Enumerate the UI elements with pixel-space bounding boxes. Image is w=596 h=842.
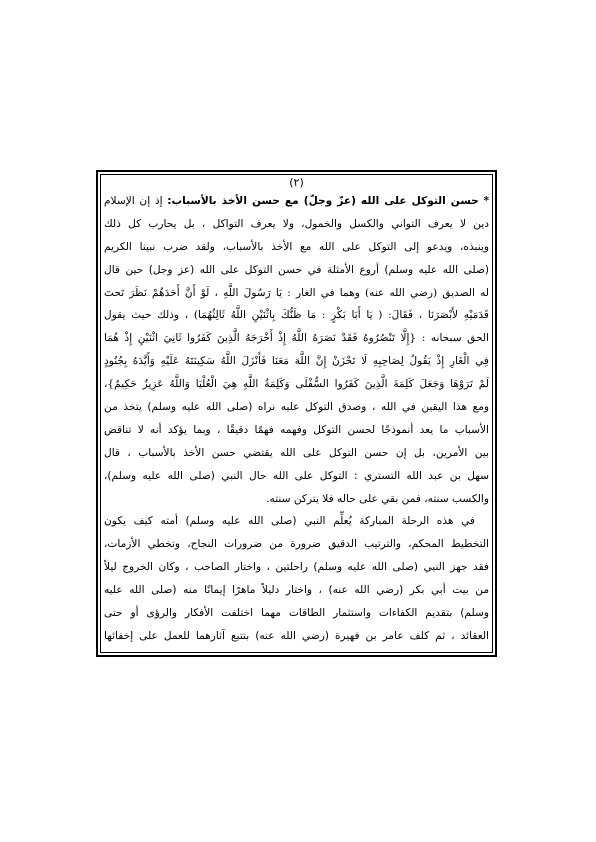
paragraph1-line: الأسباب ما يعد أنموذجًا لحسن التوكل وفهمه فهمًا دقيقًا ، وبما يؤكد أنه لا تناقض	[104, 423, 489, 436]
quran-verse-line: لَمْ تَرَوْهَا وَجَعَلَ كَلِمَةَ الَّذِينَ كَفَرُوا السُّفْلَى وَكَلِمَةُ اللَّهِ هِيَ الْعُلْيَا وَاللَّهُ عَزِيزٌ حَكِيمٌ}،	[104, 378, 489, 391]
page-number: (٢)	[289, 176, 304, 189]
paragraph2-line: العقائد ، ثم كلف عامر بن فهيرة (رضي الله عنه) بتتبع آثارهما للعمل على إخفائها	[104, 629, 489, 642]
heading-continuation: إذ إن الإسلام	[104, 195, 163, 207]
paragraph1-line: دين لا يعرف التواني والكسل والخمول، ولا يعرف التواكل ، بل يحارب كل ذلك	[104, 217, 489, 230]
paragraph2-line: فقد جهز النبي (صلى الله عليه وسلم) راحلتين ، واختار الصاحب ، وكان الخروج ليلاً	[104, 561, 489, 574]
paragraph1-line: سهل بن عبد الله التستري : التوكل على الله حال النبي (صلى الله عليه وسلم)،	[104, 469, 489, 482]
paragraph2-line: التخطيط المحكم، والترتيب الدقيق ضرورة من ضرورات النجاح، وتخطي الأزمات،	[104, 538, 489, 551]
paragraph2-line: من بيت أبي بكر (رضي الله عنه) ، واختار دليلاً ماهرًا إيمانًا منه (صلى الله عليه	[104, 584, 489, 597]
quran-verse-line: الحق سبحانه : {إِلَّا تَنْصُرُوهُ فَقَدْ نَصَرَهُ اللَّهُ إِذْ أَخْرَجَهُ الَّذِينَ كَفَرُوا ثَانِيَ اثْنَيْنِ إِذْ هُمَا	[104, 332, 489, 345]
paragraph1-line: والكسب سنته، فمن بقي على حاله فلا يتركن سنته.	[266, 492, 489, 505]
paragraph1-line: له الصديق (رضي الله عنه) وهما في الغار : يَا رَسُولَ اللَّهِ ، لَوْ أَنَّ أَحَدَهُمْ نَظَرَ تَحتَ	[104, 286, 489, 299]
paragraph1-line: ومع هذا اليقين في الله ، وصدق التوكل عليه نراه (صلى الله عليه وسلم) يتخذ من	[104, 401, 489, 414]
paragraph1-line: (صلى الله عليه وسلم) أروع الأمثلة في حسن التوكل على الله (عز وجل) حين قال	[104, 263, 489, 276]
paragraph2-line: وسلم) بتقديم الكفاءات واستثمار الطاقات مهما اختلفت الأفكار والرؤى أو حتى	[104, 607, 489, 620]
document-body	[104, 176, 489, 648]
quran-verse-line: فِي الْغَارِ إِذْ يَقُولُ لِصَاحِبِهِ لَا تَحْزَنْ إِنَّ اللَّهَ مَعَنَا فَأَنْزَلَ اللَّهُ سَكِينَتَهُ عَلَيْهِ وَأَيَّدَهُ بِجُنُودٍ	[104, 355, 489, 368]
heading-title: حسن التوكل على الله (عزّ وجلّ) مع حسن الأخذ بالأسباب:	[167, 195, 479, 207]
heading-line	[104, 190, 489, 213]
paragraph1-line: قَدَمَيْهِ لأَبْصَرَنَا ، فَقَالَ: ( يَا أَبَا بَكْرٍ : مَا ظَنُّكَ بِاثْنَيْنِ اللَّهُ ثَالِثُهُمَا) ، وذلك حيث يقول	[104, 309, 489, 322]
paragraph2-line: في هذه الرحلة المباركة يُعلِّم النبي (صلى الله عليه وسلم) أمته كيف يكون	[104, 515, 475, 528]
paragraph1-line: بين الأمرين، بل إن حسن التوكل على الله يقتضي حسن الأخذ بالأسباب ، قال	[104, 446, 489, 459]
paragraph1-line: وينبذه، ويدعو إلى التوكل على الله مع الأخذ بالأسباب، ولقد ضرب نبينا الكريم	[104, 240, 489, 253]
heading-bullet: *	[483, 195, 489, 207]
